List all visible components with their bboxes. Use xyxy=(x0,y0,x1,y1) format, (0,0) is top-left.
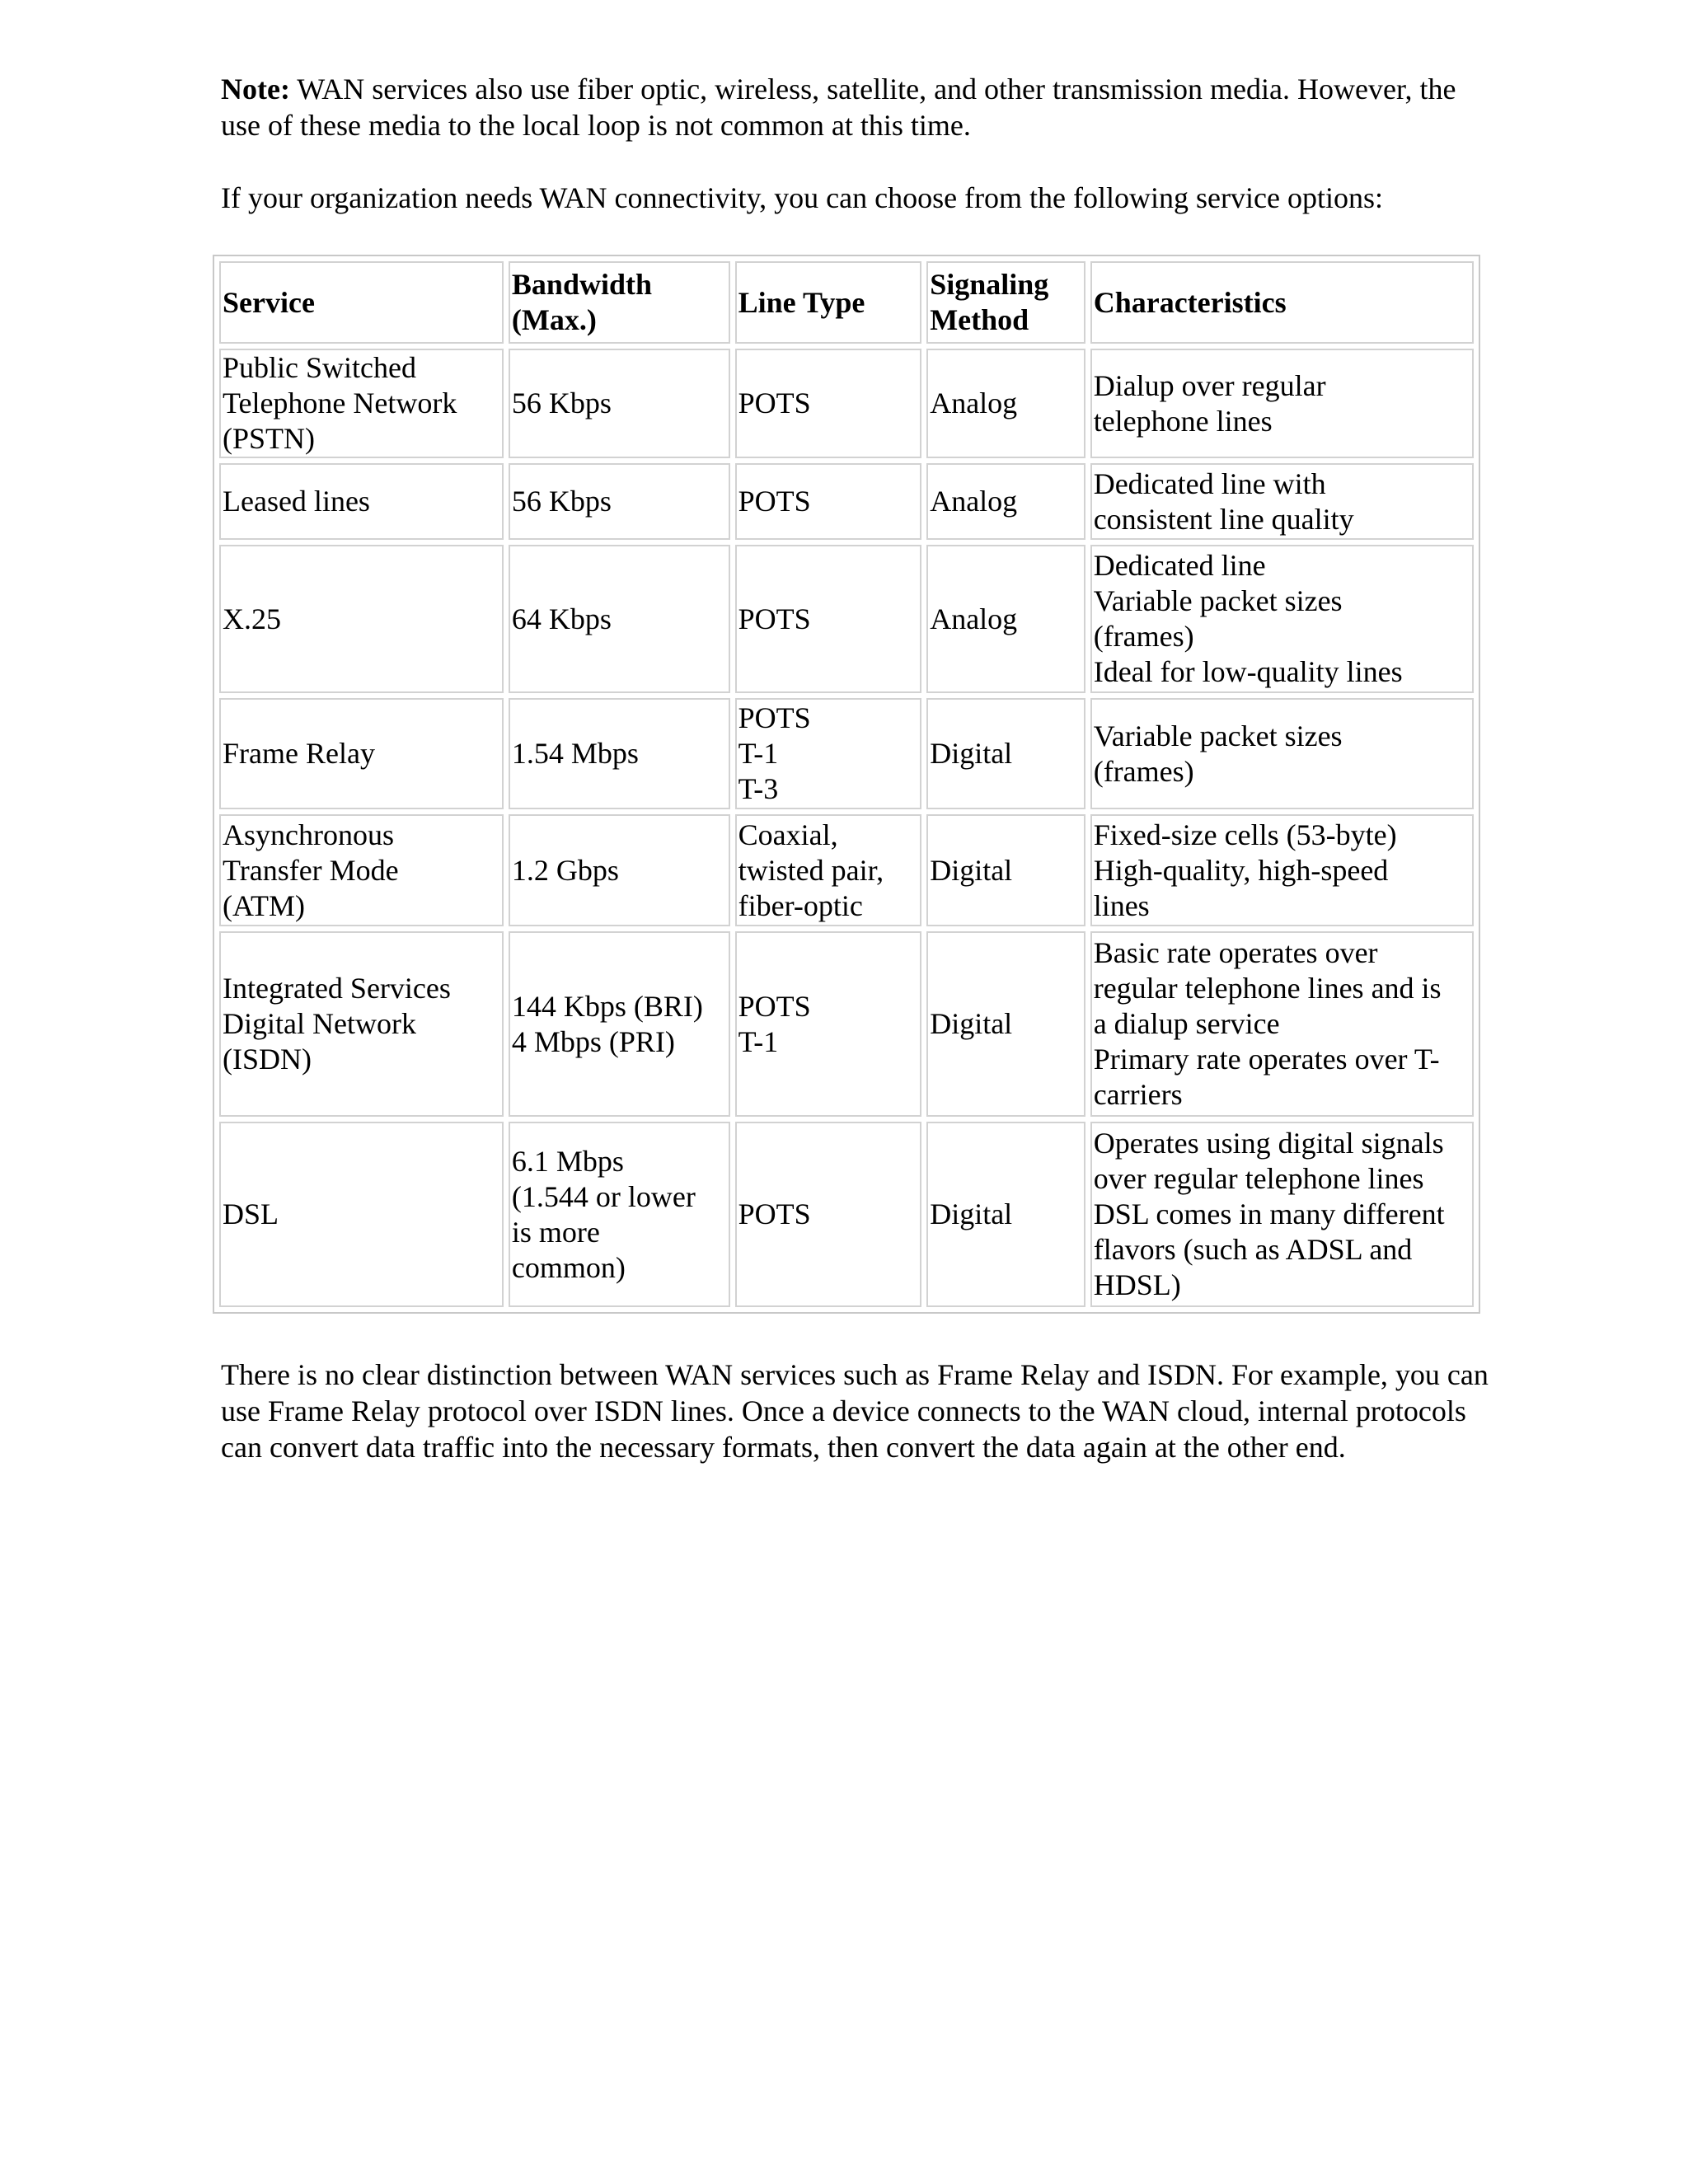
table-row xyxy=(219,1122,1474,1307)
table-row xyxy=(219,349,1474,458)
cell-line: Fixed-size cells (53-byte) xyxy=(1093,818,1397,851)
cell-line-type xyxy=(735,814,922,926)
cell-characteristics xyxy=(1090,698,1474,809)
cell-line: (frames) xyxy=(1093,754,1194,788)
cell-line: Leased lines xyxy=(223,485,370,518)
cell-line: twisted pair, xyxy=(738,853,884,887)
cell-line: 4 Mbps (PRI) xyxy=(511,1024,675,1058)
cell-service xyxy=(219,931,504,1117)
cell-line: X.25 xyxy=(223,602,281,635)
note-label: Note: xyxy=(221,73,290,105)
cell-line: 56 Kbps xyxy=(511,485,612,518)
header-service: Service xyxy=(219,261,504,344)
header-line-type: Line Type xyxy=(735,261,922,344)
cell-service xyxy=(219,1122,504,1307)
cell-line: T-1 xyxy=(738,1024,779,1058)
cell-line: flavors (such as ADSL and xyxy=(1093,1233,1413,1266)
cell-bandwidth xyxy=(509,814,730,926)
cell-line: (frames) xyxy=(1093,620,1194,653)
cell-line: Operates using digital signals xyxy=(1093,1127,1444,1160)
cell-signaling: Digital xyxy=(926,814,1085,926)
header-signaling-method: Signaling Method xyxy=(926,261,1085,344)
cell-characteristics xyxy=(1090,349,1474,458)
cell-bandwidth xyxy=(509,1122,730,1307)
cell-line: consistent line quality xyxy=(1093,502,1354,536)
note-text: WAN services also use fiber optic, wireless, satellite, and other transmission media. However, the use of these media to the local loop is not common at this time. xyxy=(221,73,1456,142)
cell-line-type xyxy=(735,1122,922,1307)
cell-line: Integrated Services xyxy=(223,972,451,1005)
cell-line: 6.1 Mbps xyxy=(511,1144,624,1178)
header-bandwidth: Bandwidth (Max.) xyxy=(509,261,730,344)
cell-line: 1.54 Mbps xyxy=(511,737,639,770)
cell-line-type xyxy=(735,698,922,809)
cell-bandwidth xyxy=(509,931,730,1117)
cell-characteristics xyxy=(1090,463,1474,540)
cell-service xyxy=(219,814,504,926)
cell-line: T-3 xyxy=(738,772,779,805)
cell-service xyxy=(219,698,504,809)
cell-line: telephone lines xyxy=(1093,404,1273,438)
cell-bandwidth xyxy=(509,545,730,693)
cell-line: POTS xyxy=(738,701,811,734)
cell-bandwidth xyxy=(509,349,730,458)
cell-line: Public Switched xyxy=(223,351,416,384)
cell-line: POTS xyxy=(738,989,811,1023)
cell-signaling: Digital xyxy=(926,698,1085,809)
table-row xyxy=(219,463,1474,540)
cell-line: T-1 xyxy=(738,737,779,770)
cell-line: Coaxial, xyxy=(738,818,838,851)
cell-service xyxy=(219,463,504,540)
cell-signaling: Digital xyxy=(926,931,1085,1117)
cell-signaling: Analog xyxy=(926,545,1085,693)
cell-line: (ATM) xyxy=(223,888,305,922)
cell-line-type xyxy=(735,463,922,540)
cell-line: is more xyxy=(511,1215,600,1249)
cell-line: Ideal for low-quality lines xyxy=(1093,655,1403,688)
cell-line: DSL comes in many different xyxy=(1093,1197,1445,1230)
cell-line: 144 Kbps (BRI) xyxy=(511,989,703,1023)
cell-line: 64 Kbps xyxy=(511,602,612,635)
cell-line: 56 Kbps xyxy=(511,387,612,419)
cell-line: lines xyxy=(1093,888,1150,922)
intro-paragraph: If your organization needs WAN connectivity, you can choose from the following service options: xyxy=(221,181,1383,214)
cell-line-type xyxy=(735,931,922,1117)
cell-line: Basic rate operates over xyxy=(1093,936,1378,969)
table-header-row xyxy=(219,261,1474,344)
cell-line: Transfer Mode xyxy=(223,853,399,887)
cell-line: Dedicated line xyxy=(1093,549,1266,582)
cell-line: High-quality, high-speed xyxy=(1093,853,1389,887)
cell-characteristics xyxy=(1090,545,1474,693)
cell-line: POTS xyxy=(738,387,811,419)
cell-line: Asynchronous xyxy=(223,818,394,851)
cell-line: POTS xyxy=(738,485,811,518)
cell-line: common) xyxy=(511,1250,626,1284)
cell-line: over regular telephone lines xyxy=(1093,1162,1424,1195)
cell-line: Variable packet sizes xyxy=(1093,584,1343,617)
cell-line-type xyxy=(735,545,922,693)
cell-line: (1.544 or lower xyxy=(511,1179,696,1213)
table-row xyxy=(219,931,1474,1117)
table-row xyxy=(219,814,1474,926)
cell-characteristics xyxy=(1090,1122,1474,1307)
cell-line: a dialup service xyxy=(1093,1007,1280,1040)
cell-line: Telephone Network xyxy=(223,387,457,419)
cell-signaling: Analog xyxy=(926,463,1085,540)
header-characteristics: Characteristics xyxy=(1090,261,1474,344)
cell-service xyxy=(219,545,504,693)
cell-line: fiber-optic xyxy=(738,888,863,922)
cell-signaling: Analog xyxy=(926,349,1085,458)
cell-characteristics xyxy=(1090,814,1474,926)
cell-bandwidth xyxy=(509,463,730,540)
wan-services-table xyxy=(213,255,1480,1314)
cell-line: POTS xyxy=(738,1197,811,1230)
cell-line: POTS xyxy=(738,602,811,635)
cell-characteristics xyxy=(1090,931,1474,1117)
cell-line: DSL xyxy=(223,1197,279,1230)
cell-line: HDSL) xyxy=(1093,1268,1181,1301)
cell-line: (PSTN) xyxy=(223,422,316,455)
table-row xyxy=(219,545,1474,693)
cell-line: regular telephone lines and is xyxy=(1093,972,1442,1005)
table-body xyxy=(219,349,1474,1307)
cell-bandwidth xyxy=(509,698,730,809)
cell-line: (ISDN) xyxy=(223,1043,312,1076)
document-body xyxy=(221,71,1490,216)
cell-line: Dedicated line with xyxy=(1093,466,1326,500)
cell-line-type xyxy=(735,349,922,458)
cell-line: 1.2 Gbps xyxy=(511,853,619,887)
cell-line: Dialup over regular xyxy=(1093,368,1326,402)
cell-line: Primary rate operates over T- xyxy=(1093,1043,1440,1076)
cell-line: Frame Relay xyxy=(223,737,375,770)
cell-line: carriers xyxy=(1093,1078,1183,1111)
cell-line: Variable packet sizes xyxy=(1093,719,1343,752)
note-paragraph xyxy=(221,71,1490,143)
table-row xyxy=(219,698,1474,809)
cell-service xyxy=(219,349,504,458)
cell-line: Digital Network xyxy=(223,1007,416,1040)
cell-signaling: Digital xyxy=(926,1122,1085,1307)
closing-paragraph: There is no clear distinction between WAN services such as Frame Relay and ISDN. For example, you can use Frame Relay protocol over ISDN lines. Once a device connects to the WAN cloud, internal protocols can convert data traffic into the necessary formats, then convert the data again at the other end. xyxy=(221,1358,1489,1464)
